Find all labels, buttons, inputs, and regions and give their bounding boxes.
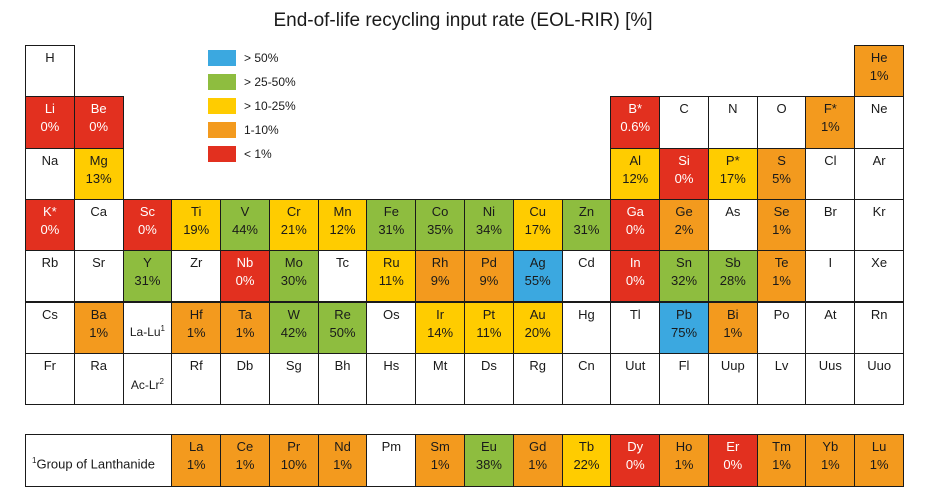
element-symbol: Rg <box>529 357 546 373</box>
lanthanide-cell-lu <box>854 434 904 487</box>
element-cell-rn <box>854 302 904 354</box>
lanthanide-cell-eu <box>464 434 514 487</box>
element-cell-sr <box>74 250 124 302</box>
element-cell-rg <box>513 353 563 405</box>
element-symbol: Mt <box>432 357 448 373</box>
element-cell-c <box>659 96 709 148</box>
lanthanide-reference-cell <box>123 302 173 354</box>
element-cell-na <box>25 148 75 200</box>
element-value: 31% <box>134 273 161 289</box>
element-cell-zr <box>171 250 221 302</box>
element-value: 22% <box>573 457 600 472</box>
element-symbol: Au <box>529 306 546 322</box>
element-value: 17% <box>719 170 746 186</box>
element-symbol: Ta <box>238 306 252 322</box>
lanthanide-row-label-cell <box>25 434 172 487</box>
element-cell-n <box>708 96 758 148</box>
element-cell-as <box>708 199 758 251</box>
element-cell-sc <box>123 199 173 251</box>
element-value: 1% <box>869 457 889 472</box>
element-symbol: Uut <box>625 357 646 373</box>
element-value: 31% <box>378 221 405 237</box>
element-value: 19% <box>183 221 210 237</box>
element-cell-h <box>25 45 75 97</box>
lanthanide-reference-cell-footnote-mark: 1 <box>160 323 165 333</box>
lanthanide-footnote-mark: 1 <box>32 456 37 465</box>
element-symbol: Se <box>773 203 790 219</box>
element-symbol: La <box>188 439 204 454</box>
legend-label: > 10-25% <box>244 99 296 113</box>
element-value: 0% <box>89 119 109 135</box>
element-symbol: Rb <box>41 255 59 271</box>
legend-item <box>208 122 338 138</box>
element-symbol: Kr <box>872 203 886 219</box>
legend-label: < 1% <box>244 147 272 161</box>
element-value: 0% <box>625 457 645 472</box>
element-symbol: Sg <box>285 357 302 373</box>
element-value: 50% <box>329 324 356 340</box>
element-symbol: In <box>629 255 641 271</box>
element-value: 44% <box>231 221 258 237</box>
element-cell-kr <box>854 199 904 251</box>
element-cell-cl <box>805 148 855 200</box>
element-symbol: Ra <box>90 357 107 373</box>
element-value: 1% <box>674 457 694 472</box>
element-value: 0% <box>723 457 743 472</box>
element-cell-al <box>610 148 660 200</box>
element-cell-ta <box>220 302 270 354</box>
element-symbol: Pt <box>482 306 496 322</box>
element-value: 21% <box>280 221 307 237</box>
legend-item <box>208 146 338 162</box>
element-cell-p <box>708 148 758 200</box>
element-cell-tl <box>610 302 660 354</box>
element-symbol: Zr <box>190 255 203 271</box>
element-value: 14% <box>427 324 454 340</box>
element-symbol: Ne <box>870 101 888 117</box>
element-symbol: Re <box>334 306 351 322</box>
element-value: 1% <box>186 324 206 340</box>
element-symbol: Ge <box>675 203 693 219</box>
legend-swatch <box>208 122 236 138</box>
element-symbol: Uuo <box>867 357 892 373</box>
legend-swatch <box>208 98 236 114</box>
element-cell-hf <box>171 302 221 354</box>
element-symbol: At <box>824 306 837 322</box>
element-symbol: B* <box>628 101 643 117</box>
legend-label: > 25-50% <box>244 75 296 89</box>
element-value: 12% <box>329 221 356 237</box>
element-symbol: Nb <box>236 255 254 271</box>
element-symbol: Os <box>383 306 400 322</box>
element-cell-xe <box>854 250 904 302</box>
element-cell-o <box>757 96 807 148</box>
element-symbol: Nd <box>334 439 351 454</box>
lanthanide-cell-pr <box>269 434 319 487</box>
element-symbol: F* <box>823 101 837 117</box>
element-value: 1% <box>820 457 840 472</box>
element-cell-se <box>757 199 807 251</box>
element-cell-uut <box>610 353 660 405</box>
element-value: 1% <box>772 221 791 237</box>
element-symbol: Yb <box>822 439 839 454</box>
element-symbol: Li <box>44 101 55 117</box>
element-symbol: Cr <box>286 203 301 219</box>
lanthanide-cell-sm <box>415 434 465 487</box>
lanthanide-cell-er <box>708 434 758 487</box>
element-symbol: Ag <box>529 255 546 271</box>
element-symbol: Db <box>236 357 254 373</box>
element-cell-lv <box>757 353 807 405</box>
element-cell-ag <box>513 250 563 302</box>
element-symbol: Ds <box>480 357 497 373</box>
element-symbol: Hg <box>578 306 595 322</box>
lanthanide-cell-dy <box>610 434 660 487</box>
element-cell-mt <box>415 353 465 405</box>
element-symbol: Eu <box>480 439 497 454</box>
element-symbol: Er <box>726 439 740 454</box>
lanthanide-cell-tb <box>562 434 612 487</box>
element-value: 1% <box>235 457 255 472</box>
element-symbol: C <box>679 101 689 117</box>
element-symbol: Uus <box>818 357 842 373</box>
element-symbol: Mg <box>89 152 108 168</box>
element-value: 42% <box>280 324 307 340</box>
lanthanide-cell-tm <box>757 434 807 487</box>
element-value: 5% <box>772 170 791 186</box>
element-symbol: Zn <box>578 203 595 219</box>
element-symbol: Sb <box>724 255 741 271</box>
element-value: 38% <box>475 457 502 472</box>
lanthanide-reference-cell-label: La-Lu$^1$ <box>129 323 165 339</box>
element-cell-i <box>805 250 855 302</box>
element-cell-tc <box>318 250 368 302</box>
element-symbol: Cs <box>41 306 58 322</box>
element-cell-zn <box>562 199 612 251</box>
element-symbol: Rh <box>431 255 449 271</box>
element-cell-si <box>659 148 709 200</box>
element-cell-mo <box>269 250 319 302</box>
element-cell-ar <box>854 148 904 200</box>
lanthanide-cell-yb <box>805 434 855 487</box>
legend-label: 1-10% <box>244 123 279 137</box>
element-symbol: Po <box>773 306 790 322</box>
element-value: 0% <box>674 170 694 186</box>
element-value: 20% <box>524 324 551 340</box>
legend-item <box>208 50 338 66</box>
element-cell-ca <box>74 199 124 251</box>
element-value: 32% <box>670 273 698 289</box>
element-symbol: Hs <box>383 357 400 373</box>
element-cell-ge <box>659 199 709 251</box>
element-cell-fr <box>25 353 75 405</box>
element-symbol: Tm <box>772 439 791 454</box>
element-cell-co <box>415 199 465 251</box>
element-cell-uus <box>805 353 855 405</box>
legend-swatch <box>208 74 236 90</box>
element-symbol: Ga <box>626 203 644 219</box>
element-cell-s <box>757 148 807 200</box>
element-cell-ba <box>74 302 124 354</box>
lanthanide-cell-pm <box>366 434 416 487</box>
element-symbol: Ar <box>872 152 886 168</box>
element-value: 13% <box>85 170 112 186</box>
element-symbol: K* <box>43 203 57 219</box>
element-symbol: Lu <box>871 439 887 454</box>
element-symbol: H <box>45 50 55 65</box>
element-symbol: Hf <box>189 306 203 322</box>
element-symbol: Ce <box>236 439 254 454</box>
element-symbol: Sn <box>676 255 692 271</box>
element-cell-te <box>757 250 807 302</box>
element-symbol: Ni <box>482 203 496 219</box>
element-value: 1% <box>723 324 743 340</box>
element-symbol: Tc <box>336 255 350 271</box>
element-symbol: P* <box>725 152 740 168</box>
element-symbol: Sm <box>430 439 450 454</box>
legend-item <box>208 98 338 114</box>
element-symbol: Ru <box>383 255 400 271</box>
element-cell-bh <box>318 353 368 405</box>
element-value: 11% <box>476 324 502 340</box>
element-symbol: Bi <box>727 306 739 322</box>
lanthanide-cell-ho <box>659 434 709 487</box>
element-value: 2% <box>674 221 694 237</box>
element-cell-br <box>805 199 855 251</box>
element-value: 1% <box>869 68 889 83</box>
element-cell-at <box>805 302 855 354</box>
element-cell-pb <box>659 302 709 354</box>
element-symbol: Cu <box>529 203 546 219</box>
element-cell-cn <box>562 353 612 405</box>
element-value: 11% <box>378 273 404 289</box>
element-cell-bi <box>708 302 758 354</box>
element-value: 10% <box>280 457 307 472</box>
element-cell-b <box>610 96 660 148</box>
element-value: 12% <box>622 170 649 186</box>
element-value: 35% <box>427 221 454 237</box>
element-cell-hs <box>366 353 416 405</box>
element-value: 1% <box>430 457 450 472</box>
element-symbol: Br <box>823 203 837 219</box>
element-symbol: Fl <box>678 357 690 373</box>
element-symbol: Ca <box>90 203 107 219</box>
element-value: 34% <box>475 221 502 237</box>
element-symbol: Rf <box>189 357 203 373</box>
element-value: 31% <box>573 221 600 237</box>
element-cell-w <box>269 302 319 354</box>
element-symbol: Lv <box>774 357 789 373</box>
element-symbol: Ho <box>675 439 693 454</box>
element-cell-he <box>854 45 904 97</box>
element-value: 1% <box>772 457 791 472</box>
element-value: 30% <box>280 273 307 289</box>
element-symbol: Tl <box>629 306 641 322</box>
actinide-reference-cell-footnote-mark: 2 <box>159 376 164 386</box>
element-value: 55% <box>524 273 551 289</box>
element-value: 9% <box>479 273 499 289</box>
element-symbol: Cl <box>824 152 837 168</box>
lanthanide-cell-nd <box>318 434 368 487</box>
element-symbol: I <box>828 255 833 271</box>
element-value: 1% <box>186 457 206 472</box>
element-symbol: Pm <box>381 439 402 454</box>
chart-title: End-of-life recycling input rate (EOL-RIR) [%] <box>273 10 653 31</box>
element-symbol: As <box>725 203 741 219</box>
element-value: 9% <box>430 273 450 289</box>
element-symbol: Cd <box>578 255 595 271</box>
element-cell-sn <box>659 250 709 302</box>
element-cell-uuo <box>854 353 904 405</box>
element-cell-li <box>25 96 75 148</box>
element-cell-pd <box>464 250 514 302</box>
lanthanide-row-label: $^1$Group of Lanthanide <box>32 456 155 472</box>
element-cell-ga <box>610 199 660 251</box>
element-symbol: Ba <box>90 306 107 322</box>
element-symbol: Bh <box>334 357 351 373</box>
element-cell-v <box>220 199 270 251</box>
lanthanide-cell-ce <box>220 434 270 487</box>
element-symbol: W <box>287 306 300 322</box>
element-symbol: Ti <box>191 203 202 219</box>
element-symbol: Tb <box>578 439 595 454</box>
element-symbol: Co <box>431 203 449 219</box>
element-symbol: Na <box>41 152 59 168</box>
element-value: 0% <box>138 221 157 237</box>
element-symbol: Y <box>143 255 152 271</box>
element-cell-f <box>805 96 855 148</box>
element-symbol: Cn <box>578 357 595 373</box>
element-cell-ru <box>366 250 416 302</box>
element-symbol: O <box>776 101 787 117</box>
element-symbol: Sc <box>139 203 156 219</box>
element-value: 0% <box>40 119 60 135</box>
element-cell-pt <box>464 302 514 354</box>
element-value: 1% <box>528 457 548 472</box>
element-cell-po <box>757 302 807 354</box>
element-cell-cu <box>513 199 563 251</box>
element-value: 0% <box>625 221 645 237</box>
lanthanide-cell-la <box>171 434 221 487</box>
element-value: 1% <box>235 324 255 340</box>
element-cell-ds <box>464 353 514 405</box>
element-cell-ni <box>464 199 514 251</box>
legend-swatch <box>208 146 236 162</box>
element-value: 0% <box>235 273 255 289</box>
element-symbol: Fr <box>43 357 57 373</box>
element-symbol: Sr <box>92 255 106 271</box>
element-value: 1% <box>820 119 840 135</box>
legend-swatch <box>208 50 236 66</box>
element-value: 0% <box>625 273 645 289</box>
legend-label: > 50% <box>244 51 279 65</box>
element-symbol: N <box>728 101 738 117</box>
element-symbol: V <box>240 203 250 219</box>
element-cell-rh <box>415 250 465 302</box>
element-value: 17% <box>524 221 551 237</box>
element-symbol: Be <box>90 101 107 117</box>
element-value: 75% <box>670 324 698 340</box>
element-symbol: He <box>870 50 888 65</box>
element-cell-ra <box>74 353 124 405</box>
element-value: 0.6% <box>620 119 651 135</box>
element-value: 1% <box>89 324 109 340</box>
element-cell-rb <box>25 250 75 302</box>
element-symbol: Ir <box>436 306 445 322</box>
element-symbol: Fe <box>383 203 399 219</box>
element-symbol: Rn <box>870 306 888 322</box>
element-symbol: Mo <box>284 255 303 271</box>
element-value: 28% <box>719 273 746 289</box>
element-cell-k <box>25 199 75 251</box>
element-cell-fl <box>659 353 709 405</box>
element-symbol: Xe <box>871 255 888 271</box>
element-symbol: Gd <box>529 439 547 454</box>
element-cell-in <box>610 250 660 302</box>
element-cell-cd <box>562 250 612 302</box>
element-symbol: Al <box>629 152 642 168</box>
element-cell-mg <box>74 148 124 200</box>
element-cell-mn <box>318 199 368 251</box>
element-cell-ir <box>415 302 465 354</box>
element-symbol: S <box>777 152 786 168</box>
element-symbol: Pd <box>480 255 497 271</box>
element-cell-os <box>366 302 416 354</box>
element-cell-db <box>220 353 270 405</box>
element-cell-be <box>74 96 124 148</box>
element-symbol: Pb <box>676 306 692 322</box>
element-cell-sb <box>708 250 758 302</box>
element-symbol: Uup <box>720 357 745 373</box>
element-cell-sg <box>269 353 319 405</box>
element-cell-hg <box>562 302 612 354</box>
element-cell-y <box>123 250 173 302</box>
element-cell-rf <box>171 353 221 405</box>
element-symbol: Pr <box>287 439 301 454</box>
element-value: 0% <box>40 221 60 237</box>
element-cell-re <box>318 302 368 354</box>
element-cell-fe <box>366 199 416 251</box>
actinide-reference-cell <box>123 353 173 405</box>
element-symbol: Te <box>774 255 789 271</box>
element-value: 1% <box>333 457 352 472</box>
element-cell-uup <box>708 353 758 405</box>
element-cell-au <box>513 302 563 354</box>
element-cell-ne <box>854 96 904 148</box>
lanthanide-cell-gd <box>513 434 563 487</box>
element-cell-ti <box>171 199 221 251</box>
element-cell-cs <box>25 302 75 354</box>
actinide-reference-cell-label: Ac-Lr$^2$ <box>130 376 164 392</box>
legend-item <box>208 74 338 90</box>
element-value: 1% <box>772 273 791 289</box>
element-symbol: Dy <box>627 439 644 454</box>
element-symbol: Si <box>678 152 690 168</box>
element-cell-cr <box>269 199 319 251</box>
element-cell-nb <box>220 250 270 302</box>
element-symbol: Mn <box>333 203 352 219</box>
